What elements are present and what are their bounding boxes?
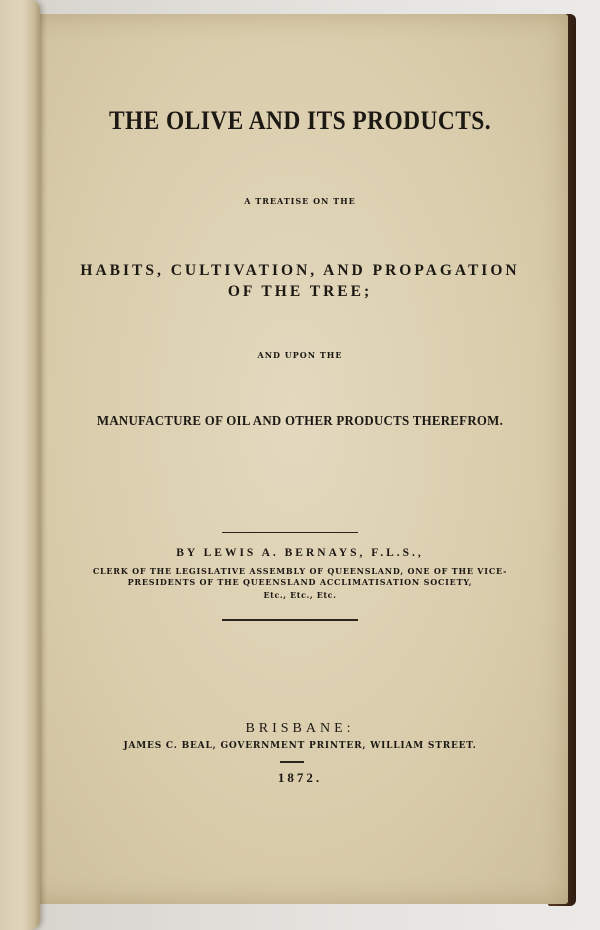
author-role xyxy=(0,566,600,588)
left-page-edge xyxy=(0,0,40,930)
book-title: THE OLIVE AND ITS PRODUCTS. xyxy=(108,106,492,135)
connector-text: AND UPON THE xyxy=(257,350,343,360)
subject-line-2: OF THE TREE; xyxy=(227,283,373,300)
author-role-line-1: CLERK OF THE LEGISLATIVE ASSEMBLY OF QUEENSLAND, ONE OF THE VICE- xyxy=(92,566,508,576)
author-line: BY LEWIS A. BERNAYS, F.L.S., xyxy=(176,547,424,559)
printer-line: JAMES C. BEAL, GOVERNMENT PRINTER, WILLIAM STREET. xyxy=(123,741,477,751)
treatise-intro: A TREATISE ON THE xyxy=(244,196,356,206)
subject-line-1: HABITS, CULTIVATION, AND PROPAGATION xyxy=(80,262,520,279)
author-role-line-2: PRESIDENTS OF THE QUEENSLAND ACCLIMATISATION SOCIETY, xyxy=(127,577,473,587)
author-role-etc: Etc., Etc., Etc. xyxy=(263,590,337,600)
manufacture-line: MANUFACTURE OF OIL AND OTHER PRODUCTS THEREFROM. xyxy=(96,414,504,429)
publication-year: 1872. xyxy=(277,770,323,785)
place-of-publication: BRISBANE: xyxy=(245,721,355,736)
divider-top xyxy=(222,532,358,533)
divider-bottom xyxy=(222,619,358,621)
short-divider xyxy=(280,761,304,763)
